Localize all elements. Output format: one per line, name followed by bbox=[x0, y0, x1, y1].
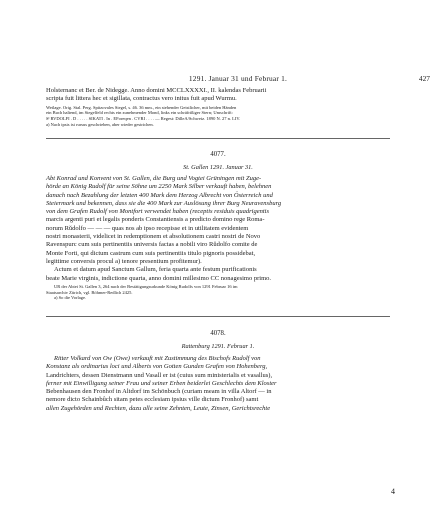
text-line: hörde an König Rudolf für seine Söhne um 2250 Mark Silber verkauft haben, belehnen bbox=[46, 183, 272, 191]
page-number: 427 bbox=[418, 74, 430, 83]
section-divider bbox=[46, 138, 390, 139]
text-line: Konstanz als ordinarius loci und Alberts von Gotten Gunden Grafen von Hohenberg, bbox=[46, 363, 268, 371]
text-line: Monte Forti, qui dictum castrum cum suis pertinentiis titulo pignoris possidebat, bbox=[46, 249, 256, 257]
running-header bbox=[46, 74, 434, 83]
text-line: Actum et datum apud Sanctum Gallum, feria quarta ante festum purificationis bbox=[54, 266, 257, 274]
top-notes bbox=[46, 105, 390, 128]
entry-place-date: St. Gallen 1291. Januar 31. bbox=[183, 164, 253, 171]
entry-place-date: Rattenburg 1291. Februar 1. bbox=[181, 343, 255, 350]
text-line: danach nach Bezahlung der letzten 400 Mark dem Herzog Albrecht von Österreich und bbox=[46, 191, 273, 199]
text-line: legittime conversis procul a) tenore presentium profitemur). bbox=[46, 257, 202, 265]
text-line: marcis argenti puri et legalis ponderis Constantiensis a predicto domino rege Roma- bbox=[46, 216, 265, 224]
text-line: Holsternanc et Ber. de Nidegge. Anno domini MCCLXXXXI., II. kalendas Februarii bbox=[46, 87, 267, 94]
text-line: allen Zugehörden und Rechten, dazu alle seine Zehnten, Leute, Zinsen, Gerichtsrechte bbox=[46, 404, 271, 412]
entry-notes bbox=[46, 284, 390, 301]
regest-summary bbox=[46, 175, 390, 216]
text-line: Ritter Volkard von Ow (Owe) verkauft mit Zustimmung des Bischofs Rudolf von bbox=[54, 355, 261, 362]
text-line: nemore dicto Schainbûch sitam petes ecclesiam ipsius ville dictum Fronhof) samt bbox=[46, 396, 259, 404]
top-body bbox=[46, 87, 390, 104]
text-line: beate Marie virginis, indictione quarta, anno domini millesimo CC nonagesimo primo. bbox=[46, 274, 271, 282]
text-line: ferner mit Einwilligung seiner Frau und seiner Erben beiderlei Geschlechts dem Kloster bbox=[46, 379, 277, 387]
note-line: Staatsarchiv Zürich, vgl. Böhmer-Redlich 2425. bbox=[46, 289, 133, 295]
text-line: norum Rŭdolfo — — — quas nos ab ipso recepisse et in utilitatem evidentem bbox=[46, 224, 249, 232]
note-line: UR der Abtei St. Gallen 3, 264 nach der Bestätigungsurkunde König Rudolfs von 1291 Februar 16 im bbox=[54, 283, 238, 289]
note-line: a) So die Vorlage. bbox=[54, 295, 87, 301]
entry-4077-body bbox=[46, 175, 390, 301]
section-divider bbox=[46, 316, 390, 317]
text-line: Abt Konrad und Konvent von St. Gallen, die Burg und Vogtei Grüningen mit Zuge- bbox=[46, 175, 262, 182]
entry-4078-body bbox=[46, 355, 390, 413]
text-line: von dem Grafen Rudolf von Montfort verwendet haben (receptis residuis quadrigentis bbox=[46, 208, 270, 216]
text-line: scripta fuit littera hec et sigillata, contractus vero initus fuit apud Wurmu. bbox=[46, 95, 237, 103]
text-line: nostri monasterii, videlicet in redemptionem et absolutionem castri nostri de Novo bbox=[46, 233, 261, 241]
note-line: ein Buch haltend, im Siegelfeld rechts ein zunehmender Mond, links ein schräfrißiger Stern; Umschrift: bbox=[46, 110, 233, 116]
note-line: a) Nach ipsis ist rursus geschrieben, aber wieder gestrichen. bbox=[46, 121, 154, 127]
entry-number: 4078. bbox=[210, 330, 226, 337]
note-line: Sᴵ RVDOLFI . D . . . . . SIKATI . In . EForeqen . CVRI . . . . — Regest: DilleA/Schweiz. 1890 N. 27 n. LIV. bbox=[46, 116, 241, 122]
text-line: Steiermark und bekennen, dass sie die 400 Mark zur Auslösung ihrer Burg Neuravensburg bbox=[46, 199, 282, 207]
footer-mark: 4 bbox=[391, 487, 395, 496]
note-line: Weilage. Orig. Stal. Perg. Spitzovales Siegel, s. 46. 36 mm., ein stehender Geistlicher, mit beiden Händen bbox=[46, 104, 237, 110]
text-line: Bebenhausen den Fronhof in Altdorf im Schönbuch (curiam meam in villa Altorf — in bbox=[46, 388, 272, 396]
header-title: 1291. Januar 31 und Februar 1. bbox=[188, 74, 288, 83]
charter-text bbox=[46, 216, 390, 282]
entry-number: 4077. bbox=[210, 151, 226, 158]
text-line: Landrichters, dessen Dienstmann und Vasall er ist (cuius sum ministerialis et vasallus), bbox=[46, 371, 273, 379]
top-block bbox=[46, 87, 390, 128]
text-line: Ravenspurc cum suis pertinentiis universis factas a nobili viro Rŭdolfo comite de bbox=[46, 241, 258, 249]
